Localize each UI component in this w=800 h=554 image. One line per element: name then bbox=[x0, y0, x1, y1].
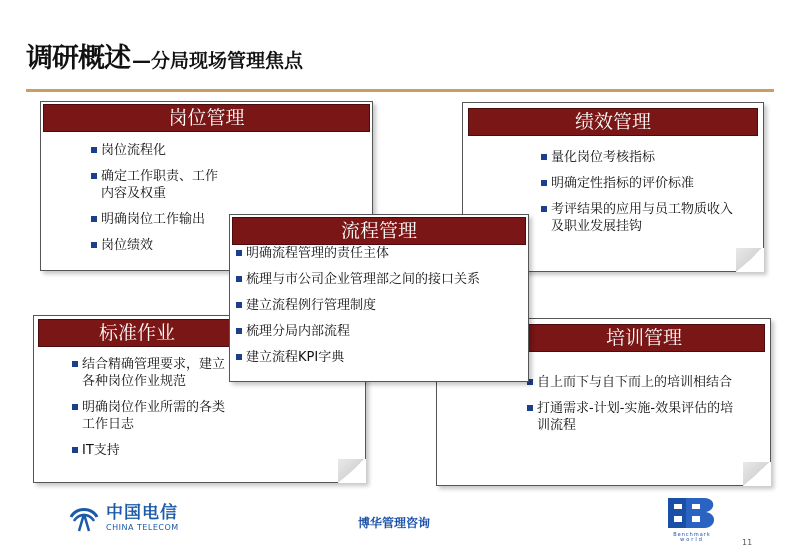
china-telecom-logo bbox=[68, 503, 179, 533]
card-process-management-list bbox=[236, 245, 522, 375]
footer-company-name: 博华管理咨询 bbox=[358, 516, 431, 530]
card-performance-management-header: 绩效管理 bbox=[468, 108, 758, 136]
card-post-management-header: 岗位管理 bbox=[43, 104, 370, 132]
benchmark-logo-text-line2: world bbox=[680, 537, 704, 542]
list-item: 自上而下与自下而上的培训相结合 bbox=[527, 374, 741, 391]
page-number: 11 bbox=[742, 538, 753, 547]
list-item: 结合精确管理要求，建立各种岗位作业规范 bbox=[72, 356, 236, 390]
list-item: 岗位绩效 bbox=[91, 237, 225, 254]
benchmark-logo-text-line1: Benchmark bbox=[673, 532, 711, 538]
page-title-main: 调研概述 bbox=[26, 43, 130, 74]
list-item: 确定工作职责、工作内容及权重 bbox=[91, 168, 225, 202]
china-telecom-logo-cn: 中国电信 bbox=[106, 503, 178, 523]
china-telecom-icon bbox=[68, 503, 100, 533]
list-item: 建立流程例行管理制度 bbox=[236, 297, 522, 314]
list-item: 明确定性指标的评价标准 bbox=[541, 175, 737, 192]
list-item: 明确岗位工作输出 bbox=[91, 211, 225, 228]
card-post-management-list bbox=[91, 142, 225, 263]
list-item: 量化岗位考核指标 bbox=[541, 149, 737, 166]
list-item: 明确流程管理的责任主体 bbox=[236, 245, 522, 262]
page-title-sub: —分局现场管理焦点 bbox=[132, 50, 304, 72]
card-training-management-list bbox=[527, 374, 741, 443]
card-training-management-header: 培训管理 bbox=[523, 324, 765, 352]
card-standard-operation-header: 标准作业 bbox=[38, 319, 236, 347]
card-standard-operation-list bbox=[72, 356, 236, 468]
list-item: 岗位流程化 bbox=[91, 142, 225, 159]
list-item: 建立流程KPI字典 bbox=[236, 349, 522, 366]
list-item: 明确岗位作业所需的各类工作日志 bbox=[72, 399, 236, 433]
page-curl-decoration bbox=[743, 462, 771, 486]
title-divider bbox=[26, 89, 774, 92]
page-curl-decoration bbox=[338, 459, 366, 483]
card-process-management bbox=[229, 214, 529, 382]
list-item: 考评结果的应用与员工物质收入及职业发展挂钩 bbox=[541, 201, 737, 235]
benchmark-world-logo-icon bbox=[664, 494, 720, 542]
page-curl-decoration bbox=[736, 248, 764, 272]
card-process-management-header: 流程管理 bbox=[232, 217, 526, 245]
card-performance-management-list bbox=[541, 149, 737, 244]
list-item: 梳理与市公司企业管理部之间的接口关系 bbox=[236, 271, 522, 288]
page-title bbox=[26, 36, 303, 76]
china-telecom-logo-en: CHINA TELECOM bbox=[106, 523, 179, 532]
list-item: 梳理分局内部流程 bbox=[236, 323, 522, 340]
list-item: IT支持 bbox=[72, 442, 236, 459]
list-item: 打通需求-计划-实施-效果评估的培训流程 bbox=[527, 400, 741, 434]
